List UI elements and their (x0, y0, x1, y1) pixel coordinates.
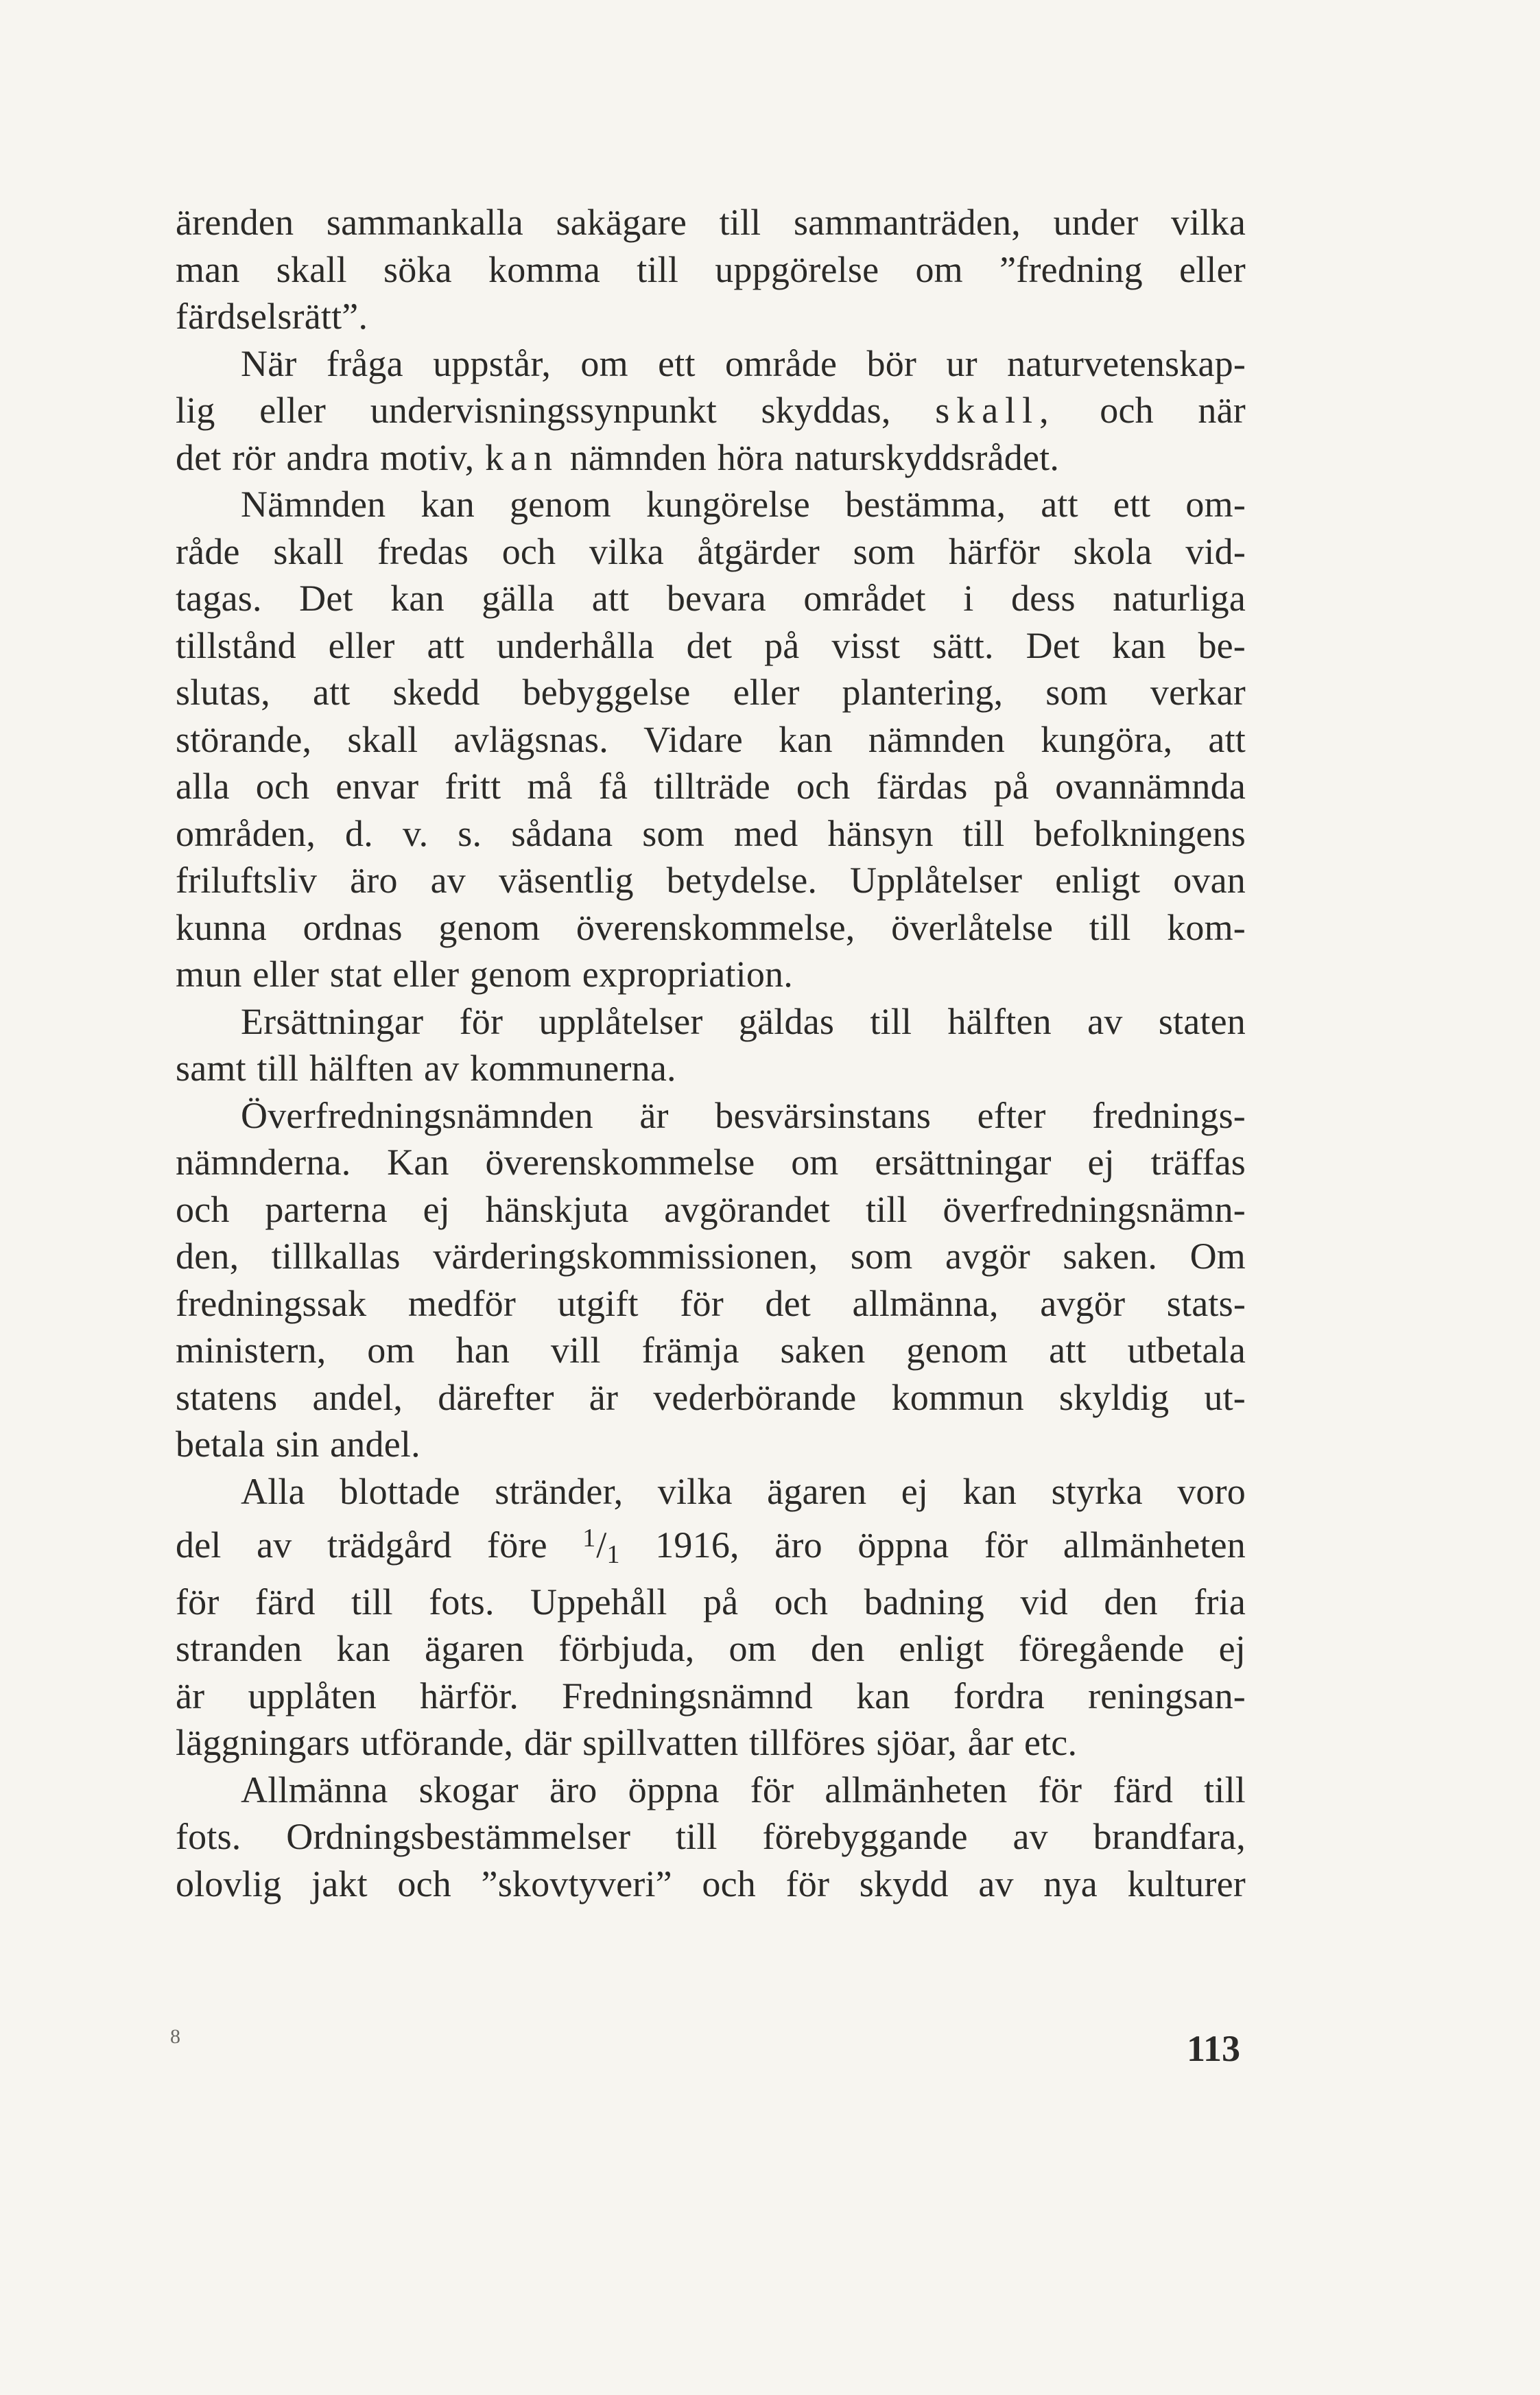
text-line: Överfredningsnämnden är besvärsinstans efter frednings- (241, 1094, 1246, 1136)
fraction-numerator: 1 (582, 1524, 597, 1553)
text-line: är upplåten härför. Fredningsnämnd kan fordra reningsan- (176, 1675, 1246, 1716)
text-line: När fråga uppstår, om ett område bör ur naturvetenskap- (241, 342, 1246, 384)
text-fragment: del av trädgård före (176, 1524, 547, 1566)
emphasized-word: skall, (935, 390, 1056, 431)
text-line: betala sin andel. (176, 1424, 420, 1465)
text-fragment: 1916, äro öppna för allmänheten (655, 1524, 1246, 1566)
emphasized-word: kan (485, 436, 560, 478)
text-line: kunna ordnas genom överenskommelse, överlåtelse till kom- (176, 906, 1246, 948)
text-line: störande, skall avlägsnas. Vidare kan nämnden kungöra, att (176, 718, 1246, 760)
text-line: ministern, om han vill främja saken genom att utbetala (176, 1330, 1246, 1371)
text-fragment: det rör andra motiv, (176, 436, 475, 478)
text-line: olovlig jakt och ”skovtyveri” och för skydd av nya kulturer (176, 1863, 1246, 1904)
text-line: friluftsliv äro av väsentlig betydelse. Upplåtelser enligt ovan (176, 860, 1246, 901)
text-line: fredningssak medför utgift för det allmänna, avgör stats- (176, 1282, 1246, 1324)
paragraph-3 (176, 481, 1246, 998)
text-line (176, 434, 1246, 482)
text-line: tillstånd eller att underhålla det på visst sätt. Det kan be- (176, 624, 1246, 666)
body-text (176, 199, 1246, 1907)
text-line: den, tillkallas värderingskommissionen, som avgör saken. Om (176, 1236, 1246, 1277)
paragraph-4 (176, 998, 1246, 1092)
text-line: Ersättningar för upplåtelser gäldas till hälften av staten (241, 1000, 1246, 1042)
paragraph-1 (176, 199, 1246, 340)
signature-mark: 8 (170, 2025, 180, 2048)
text-line: samt till hälften av kommunerna. (176, 1048, 676, 1089)
paragraph-2 (176, 340, 1246, 482)
text-line: fots. Ordningsbestämmelser till förebyggande av brandfara, (176, 1816, 1246, 1857)
paragraph-5 (176, 1092, 1246, 1468)
text-line: tagas. Det kan gälla att bevara området i dess naturliga (176, 578, 1246, 619)
text-line: stranden kan ägaren förbjuda, om den enligt föregående ej (176, 1628, 1246, 1669)
text-fragment: och när (1100, 390, 1246, 431)
text-line: statens andel, därefter är vederbörande kommun skyldig ut- (176, 1376, 1246, 1418)
text-line: områden, d. v. s. sådana som med hänsyn till befolkningens (176, 812, 1246, 854)
text-line: man skall söka komma till uppgörelse om ”fredning eller (176, 248, 1246, 290)
text-fragment: nämnden höra naturskyddsrådet. (569, 436, 1060, 478)
fraction-denominator: 1 (606, 1540, 620, 1569)
text-fragment: lig eller undervisningssynpunkt skyddas, (176, 390, 891, 431)
text-line: läggningars utförande, där spillvatten tillföres sjöar, åar etc. (176, 1722, 1078, 1763)
text-line: nämnderna. Kan överenskommelse om ersättningar ej träffas (176, 1142, 1246, 1183)
fraction-separator: / (596, 1524, 607, 1566)
text-line: Allmänna skogar äro öppna för allmänheten för färd till (241, 1769, 1246, 1810)
text-line: färdselsrätt”. (176, 296, 368, 337)
date-fraction (582, 1524, 620, 1569)
text-line: råde skall fredas och vilka åtgärder som härför skola vid- (176, 530, 1246, 572)
paragraph-6 (176, 1468, 1246, 1767)
paragraph-7 (176, 1767, 1246, 1908)
text-line (176, 387, 1246, 434)
text-line: och parterna ej hänskjuta avgörandet till överfredningsnämn- (176, 1188, 1246, 1230)
text-line (176, 1515, 1246, 1579)
text-line: alla och envar fritt må få tillträde och färdas på ovannämnda (176, 766, 1246, 807)
text-line: Alla blottade stränder, vilka ägaren ej kan styrka voro (241, 1470, 1246, 1512)
text-line: Nämnden kan genom kungörelse bestämma, att ett om- (241, 484, 1246, 525)
text-line: ärenden sammankalla sakägare till sammanträden, under vilka (176, 202, 1246, 243)
page-number: 113 (1186, 2028, 1240, 2069)
text-line: för färd till fots. Uppehåll på och badning vid den fria (176, 1581, 1246, 1623)
text-line: mun eller stat eller genom expropriation. (176, 954, 793, 995)
text-line: slutas, att skedd bebyggelse eller plantering, som verkar (176, 672, 1246, 713)
